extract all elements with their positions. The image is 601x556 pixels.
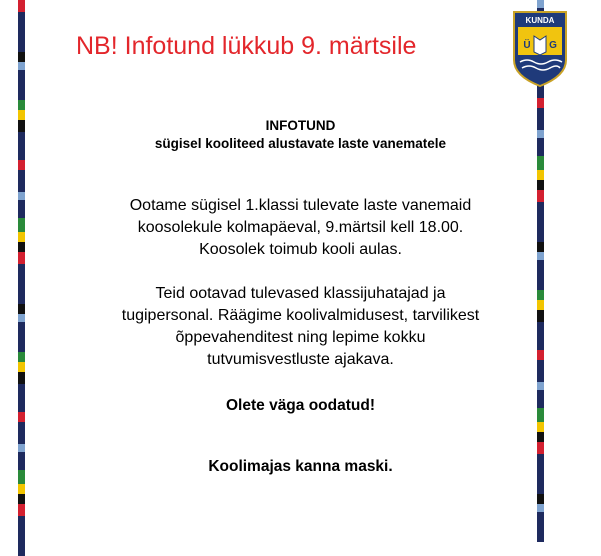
- info-subheading: sügisel kooliteed alustavate laste vanematele: [154, 136, 447, 151]
- stripe-segment: [18, 484, 25, 494]
- stripe-segment: [18, 12, 25, 52]
- agenda-paragraph: [0, 283, 601, 371]
- stripe-segment: [18, 52, 25, 62]
- mask-reminder: Koolimajas kanna maski.: [208, 458, 393, 475]
- agenda-line: Teid ootavad tulevased klassijuhatajad ja: [155, 285, 446, 302]
- agenda-line: õppevahenditest ning lepime kokku: [175, 329, 426, 346]
- stripe-segment: [18, 100, 25, 110]
- stripe-segment: [18, 422, 25, 444]
- stripe-segment: [537, 504, 544, 512]
- info-heading: INFOTUND: [265, 118, 336, 133]
- invitation-paragraph: [0, 195, 601, 261]
- crest-initial-left: Ü: [523, 40, 531, 51]
- stripe-segment: [18, 504, 25, 516]
- stripe-segment: [537, 494, 544, 504]
- stripe-segment: [537, 422, 544, 432]
- stripe-segment: [537, 98, 544, 108]
- crest-initial-right: G: [549, 40, 557, 51]
- stripe-segment: [18, 70, 25, 100]
- stripe-segment: [537, 382, 544, 390]
- stripe-segment: [18, 444, 25, 452]
- stripe-segment: [537, 432, 544, 442]
- stripe-segment: [18, 0, 25, 12]
- welcome-text: Olete väga oodatud!: [226, 397, 375, 414]
- stripe-segment: [537, 156, 544, 170]
- stripe-segment: [18, 62, 25, 70]
- invitation-line: koosolekule kolmapäeval, 9.märtsil kell 18.00.: [137, 219, 464, 236]
- stripe-segment: [537, 512, 544, 542]
- stripe-segment: [18, 160, 25, 170]
- invitation-line: Ootame sügisel 1.klassi tulevate laste vanemaid: [129, 197, 472, 214]
- crest-name: KUNDA: [525, 16, 555, 25]
- stripe-segment: [18, 516, 25, 556]
- stripe-segment: [537, 170, 544, 180]
- stripe-segment: [18, 170, 25, 192]
- invitation-line: Koosolek toimub kooli aulas.: [199, 241, 402, 258]
- school-crest-logo: [512, 10, 568, 88]
- stripe-segment: [18, 494, 25, 504]
- stripe-segment: [537, 442, 544, 454]
- postponement-notice: NB! Infotund lükkub 9. märtsile: [76, 32, 417, 60]
- agenda-line: tugipersonal. Räägime koolivalmidusest, tarvilikest: [121, 307, 480, 324]
- agenda-line: tutvumisvestluste ajakava.: [207, 351, 394, 368]
- stripe-segment: [537, 0, 544, 8]
- stripe-segment: [18, 372, 25, 384]
- stripe-segment: [537, 180, 544, 190]
